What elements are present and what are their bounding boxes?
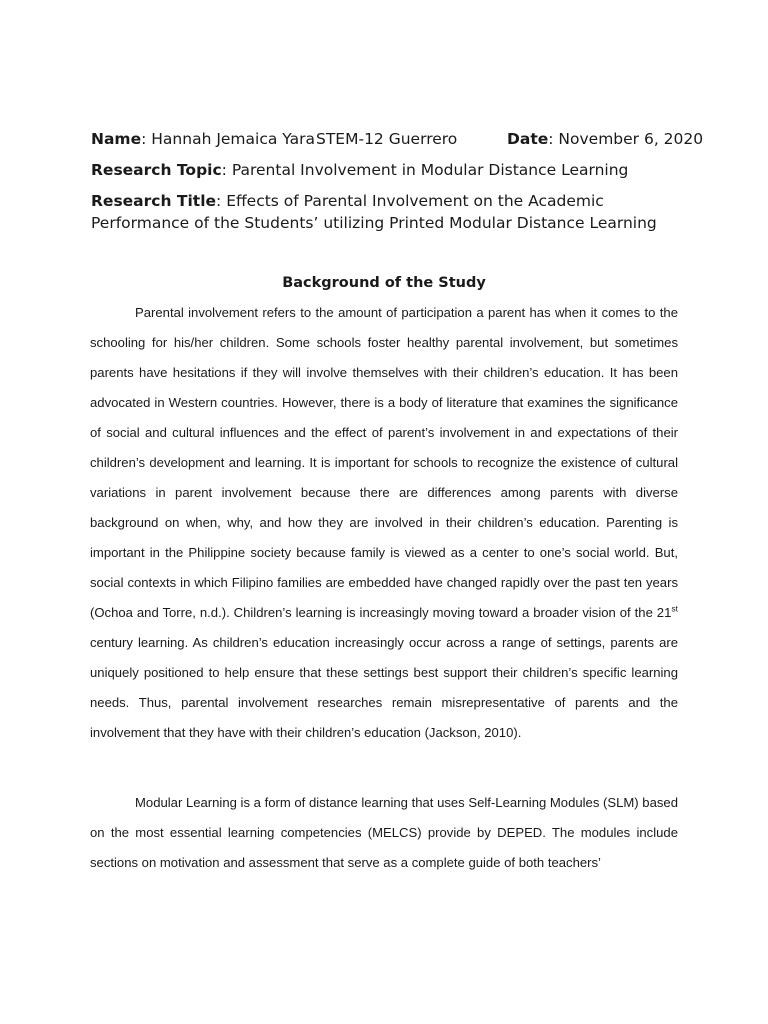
research-topic-value: Parental Involvement in Modular Distance Learning — [231, 161, 629, 179]
name-label: Name — [91, 130, 142, 148]
student-section: STEM-12 Guerrero — [316, 130, 458, 148]
research-title-label: Research Title — [91, 192, 217, 210]
research-title-row: Research Title: Effects of Parental Involvement on the Academic Performance of the Students’ utilizing Printed Modular Distance Learning — [91, 192, 657, 232]
research-topic-label: Research Topic — [91, 161, 222, 179]
paragraph-1-text-b: century learning. As children’s education increasingly occur across a range of settings, parents are uniquely positioned to help ensure that these settings best support their children’s specific learning needs. Thus, parental involvement researches remain misrepresentative of parents and the involvement that they have with their children’s education (Jackson, 2010). — [90, 635, 678, 740]
paragraph-1-text-a: Parental involvement refers to the amount of participation a parent has when it comes to the schooling for his/her children. Some schools foster healthy parental involvement, but sometimes parents have hesitations if they will involve themselves with their children’s education. It has been advocated in Western countries. However, there is a body of literature that examines the significance of social and cultural influences and the effect of parent’s involvement in and expectations of their children’s development and learning. It is important for schools to recognize the existence of cultural variations in parent involvement because there are differences among parents with diverse background on when, why, and how they are involved in their children’s education. Parenting is important in the Philippine society because family is viewed as a center to one’s social world. But, social contexts in which Filipino families are embedded have changed rapidly over the past ten years (Ochoa and Torre, n.d.). Children’s learning is increasingly moving toward a broader vision of the 21 — [90, 305, 678, 620]
research-title-value: Effects of Parental Involvement on the Academic Performance of the Students’ utilizing Printed Modular Distance Learning — [91, 192, 657, 232]
date-field: Date: November 6, 2020 — [507, 130, 704, 148]
date-label: Date — [507, 130, 549, 148]
date-value: November 6, 2020 — [558, 130, 704, 148]
student-name: Hannah Jemaica Yara — [151, 130, 315, 148]
paragraph-1 — [90, 298, 678, 748]
paragraph-1-superscript: st — [671, 603, 678, 614]
research-topic-row: Research Topic: Parental Involvement in Modular Distance Learning — [91, 161, 629, 179]
section-heading: Background of the Study — [282, 275, 486, 291]
paragraph-2: Modular Learning is a form of distance learning that uses Self-Learning Modules (SLM) based on the most essential learning competencies (MELCS) provide by DEPED. The modules include sections on motivation and assessment that serve as a complete guide of both teachers’ — [90, 795, 678, 870]
name-row: Name: Hannah Jemaica Yara STEM-12 Guerrero Date: November 6, 2020 — [91, 130, 704, 148]
